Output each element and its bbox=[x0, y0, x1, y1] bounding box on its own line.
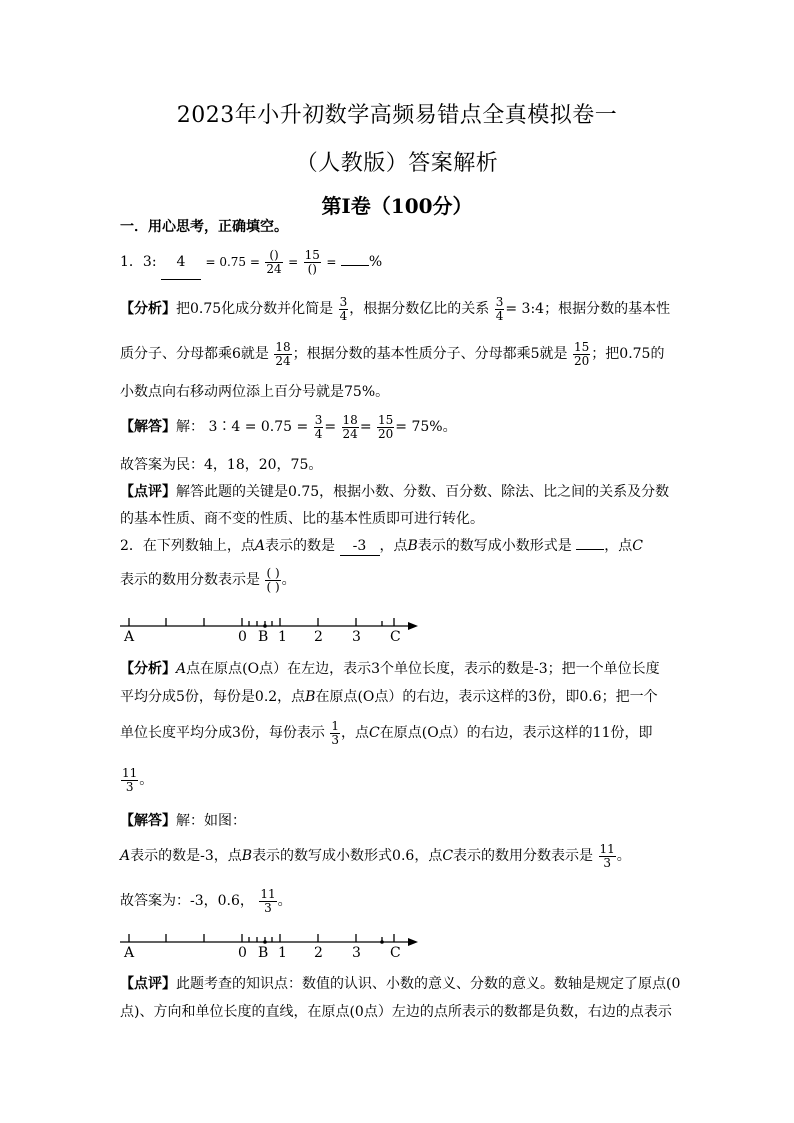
q2-analysis-line-3 bbox=[120, 715, 680, 751]
q2-analysis-line-1 bbox=[120, 660, 680, 678]
axis-label-1: 1 bbox=[278, 945, 287, 958]
answer-blank: -3 bbox=[340, 537, 380, 556]
point-label: B bbox=[241, 848, 253, 864]
q1-solution: 【解答】解： 3∶4 = 0.75 = $\frac{3}{4}$ = $\frac{18}{24}$ = $\frac{15}{20}$ = 75%。 bbox=[120, 412, 457, 441]
point-label: C bbox=[632, 538, 643, 554]
text: ，点 bbox=[341, 725, 370, 741]
text: 故答案为：-3，0.6， bbox=[120, 893, 254, 909]
axis-label-c: C bbox=[390, 945, 401, 958]
q1-comment-line-2: 的基本性质、商不变的性质、比的基本性质即可进行转化。 bbox=[120, 511, 484, 527]
answer-blank bbox=[576, 549, 604, 550]
q2-answer bbox=[120, 883, 680, 919]
axis-label-0: 0 bbox=[238, 629, 247, 642]
axis-label-b: B bbox=[258, 945, 269, 958]
analysis-label: 【分析】 bbox=[120, 301, 176, 317]
point-label: A bbox=[254, 538, 266, 554]
q1-comment-line-1 bbox=[120, 483, 680, 501]
axis-label-b: B bbox=[258, 629, 269, 642]
axis-label-a: A bbox=[124, 629, 135, 642]
axis-ticks bbox=[129, 618, 394, 626]
text: ，根据分数亿比的关系 bbox=[349, 301, 490, 317]
text: 表示的数写成小数形式是 bbox=[417, 538, 572, 554]
section-heading: 第Ⅰ卷（100分） bbox=[321, 194, 473, 218]
axis-label-3: 3 bbox=[352, 945, 361, 958]
number-line-figure-2 bbox=[118, 928, 428, 958]
question-number: 2． bbox=[120, 538, 143, 554]
fraction-15-20: $\frac{15}{20}$ bbox=[574, 339, 590, 368]
fraction-15-blank: $\frac{15}{()}$ bbox=[304, 247, 320, 276]
fraction-1-3: $\frac{1}{3}$ bbox=[331, 718, 340, 747]
comment-label: 【点评】 bbox=[120, 484, 176, 500]
q2-analysis-line-2 bbox=[120, 688, 680, 706]
text: 质分子、分母都乘6就是 bbox=[120, 346, 269, 362]
text: 此题考查的知识点：数值的认识、小数的意义、分数的意义。数轴是规定了原点(0 bbox=[176, 976, 681, 992]
ratio-sep: : bbox=[151, 254, 157, 270]
fraction-11-3: $\frac{11}{3}$ bbox=[122, 765, 138, 794]
fraction-3-4: $\frac{3}{4}$ bbox=[339, 294, 348, 323]
axis-arrow bbox=[408, 622, 418, 630]
point-b-dot bbox=[263, 940, 267, 944]
question-2-line-2 bbox=[120, 562, 680, 598]
text: 表示的数是-3，点 bbox=[130, 848, 242, 864]
q1-answer: 故答案为民：4，18，20，75。 bbox=[120, 457, 323, 473]
document-subtitle: （人教版）答案解析 bbox=[295, 151, 499, 176]
axis-label-a: A bbox=[124, 945, 135, 958]
equals-text: = bbox=[288, 255, 299, 269]
point-b-dot bbox=[263, 624, 267, 628]
fraction-3-4: $\frac{3}{4}$ bbox=[495, 294, 504, 323]
axis-arrow bbox=[408, 938, 418, 946]
q1-analysis-line-2 bbox=[120, 337, 680, 371]
fraction-11-3: $\frac{11}{3}$ bbox=[260, 886, 276, 915]
q2-comment-line-2: 点)、方向和单位长度的直线，在原点(0点）左边的点所表示的数都是负数，右边的点表示 bbox=[120, 1004, 672, 1020]
question-2-line-1 bbox=[120, 537, 680, 556]
q1-analysis-line-3: 小数点向右移动两位添上百分号就是75%。 bbox=[120, 384, 390, 400]
percent-sign: % bbox=[368, 254, 383, 270]
text: 在原点(O点）的右边，表示这样的3份，即0.6；把一个 bbox=[315, 689, 658, 705]
solution-label: 【解答】 bbox=[120, 419, 176, 435]
text: 在原点(O点）的右边，表示这样的11份，即 bbox=[379, 725, 653, 741]
text: 点在原点(O点）在左边，表示3个单位长度，表示的数是-3；把一个单位长度 bbox=[186, 661, 660, 677]
text: ；把0.75的 bbox=[591, 346, 665, 362]
text: 表示的数是 bbox=[265, 538, 336, 554]
text: 。 bbox=[277, 893, 292, 909]
axis-label-2: 2 bbox=[314, 629, 323, 642]
text: = 75%。 bbox=[395, 419, 457, 435]
fraction-answer-blank: $\frac{( )}{( )}$ bbox=[266, 565, 280, 594]
text: 表示的数用分数表示是 bbox=[120, 572, 260, 588]
analysis-label: 【分析】 bbox=[120, 661, 176, 677]
text: = 3:4；根据分数的基本性 bbox=[505, 301, 671, 317]
question-1 bbox=[120, 245, 680, 279]
question-number: 1． bbox=[120, 254, 143, 270]
axis-label-0: 0 bbox=[238, 945, 247, 958]
q2-solution-line-2 bbox=[120, 838, 680, 874]
text: 。 bbox=[139, 772, 154, 788]
fraction-3-4: $\frac{3}{4}$ bbox=[314, 412, 323, 441]
fraction-15-20: $\frac{15}{20}$ bbox=[378, 412, 394, 441]
text: 。 bbox=[281, 572, 296, 588]
solution-label: 【解答】 bbox=[120, 813, 176, 829]
q1-analysis-line-1 bbox=[120, 292, 680, 326]
text: ，点 bbox=[604, 538, 633, 554]
equals-text: = 0.75 = bbox=[205, 255, 260, 269]
point-label: C bbox=[369, 725, 380, 741]
fraction-18-24: $\frac{18}{24}$ bbox=[342, 412, 358, 441]
comment-label: 【点评】 bbox=[120, 976, 176, 992]
text: ，点 bbox=[379, 538, 408, 554]
fraction-blank-24: $\frac{()}{24}$ bbox=[266, 247, 282, 276]
text: 表示的数用分数表示是 bbox=[453, 848, 594, 864]
point-c-dot bbox=[380, 940, 384, 944]
fraction-18-24: $\frac{18}{24}$ bbox=[275, 339, 291, 368]
axis-label-c: C bbox=[390, 629, 401, 642]
part-heading: 一．用心思考，正确填空。 bbox=[120, 219, 288, 235]
text: 。 bbox=[616, 848, 631, 864]
point-label: A bbox=[120, 848, 131, 864]
axis-label-2: 2 bbox=[314, 945, 323, 958]
text: 解：如图： bbox=[176, 813, 246, 829]
document-title: 2023年小升初数学高频易错点全真模拟卷一 bbox=[176, 103, 618, 128]
q2-analysis-line-4 bbox=[120, 762, 680, 798]
text: ；根据分数的基本性质分子、分母都乘5就是 bbox=[292, 346, 568, 362]
text: 解： 3∶4 = 0.75 = bbox=[176, 419, 309, 435]
text: 平均分成5份，每份是0.2，点 bbox=[120, 689, 306, 705]
text: 在下列数轴上，点 bbox=[142, 538, 255, 554]
number-line-figure-1 bbox=[118, 612, 428, 642]
axis-label-1: 1 bbox=[278, 629, 287, 642]
equals-text: = bbox=[326, 255, 337, 269]
point-label: B bbox=[407, 538, 418, 554]
answer-blank: 4 bbox=[161, 245, 201, 280]
point-label: B bbox=[305, 689, 316, 705]
point-label: C bbox=[442, 848, 454, 864]
q2-solution-head bbox=[120, 812, 680, 830]
answer-blank-percent bbox=[341, 265, 369, 266]
point-label: A bbox=[176, 661, 187, 677]
text: 单位长度平均分成3份，每份表示 bbox=[120, 725, 325, 741]
text: 解答此题的关键是0.75，根据小数、分数、百分数、除法、比之间的关系及分数 bbox=[176, 484, 670, 500]
axis-label-3: 3 bbox=[352, 629, 361, 642]
q2-comment-line-1 bbox=[120, 975, 680, 993]
text: 把0.75化成分数并化简是 bbox=[176, 301, 334, 317]
ratio-left: 3 bbox=[142, 254, 152, 270]
axis-ticks bbox=[129, 934, 394, 942]
fraction-11-3: $\frac{11}{3}$ bbox=[599, 841, 615, 870]
text: 表示的数写成小数形式0.6，点 bbox=[252, 848, 443, 864]
